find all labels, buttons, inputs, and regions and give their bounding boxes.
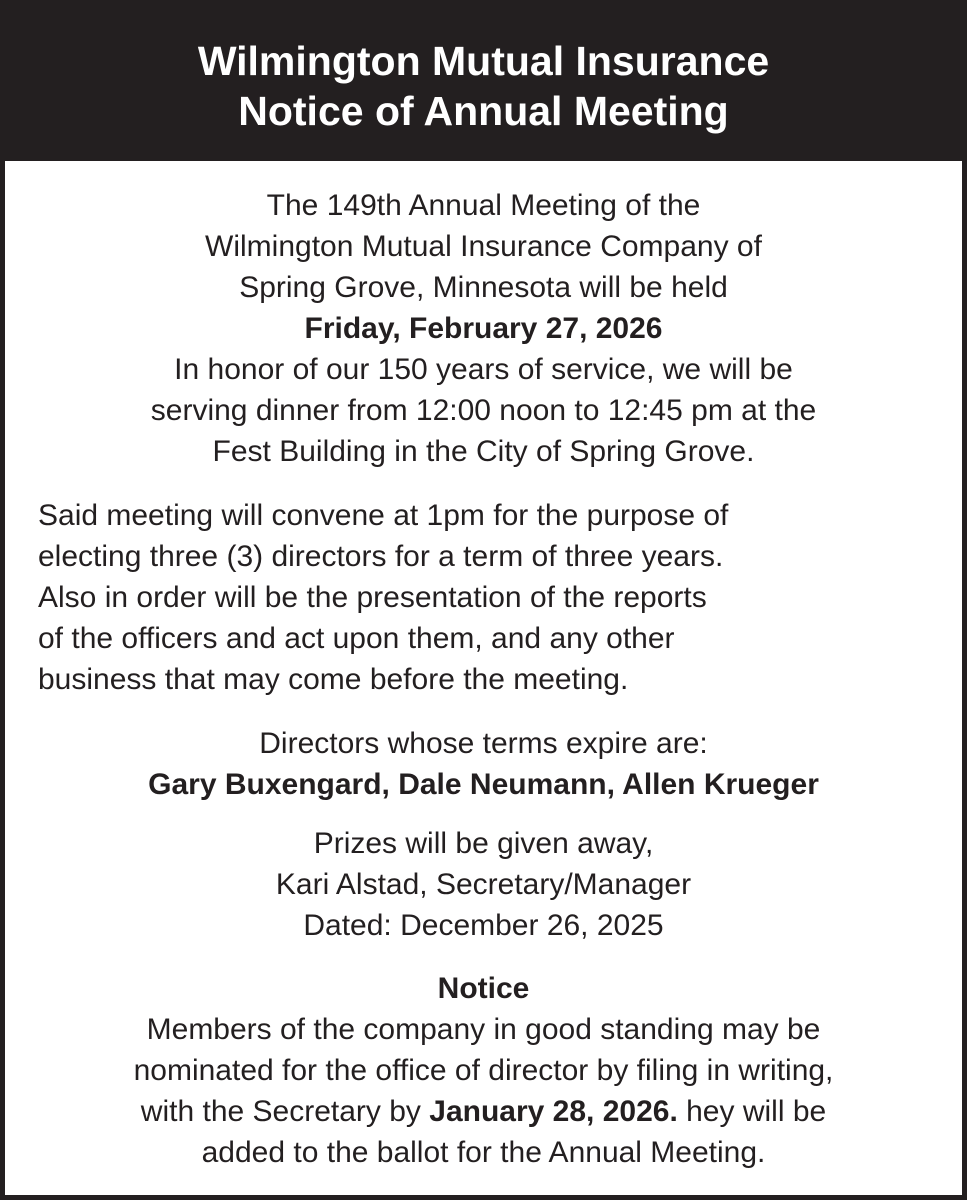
nomination-deadline: January 28, 2026. xyxy=(429,1095,678,1128)
director-names: Gary Buxengard, Dale Neumann, Allen Krueger xyxy=(148,768,819,801)
intro-section xyxy=(5,185,962,472)
closing-section xyxy=(5,823,962,946)
nomination-line-4: added to the ballot for the Annual Meeting. xyxy=(201,1136,766,1169)
dated-line: Dated: December 26, 2025 xyxy=(303,909,664,942)
purpose-line-5: business that may come before the meeting. xyxy=(38,663,629,696)
purpose-section xyxy=(5,495,962,700)
nomination-line-1: Members of the company in good standing may be xyxy=(146,1013,821,1046)
intro-line-5: In honor of our 150 years of service, we will be xyxy=(174,353,793,386)
directors-section xyxy=(5,723,962,805)
meeting-date: Friday, February 27, 2026 xyxy=(304,312,663,345)
notice-title: Notice of Annual Meeting xyxy=(238,88,729,134)
nomination-line-3-end: hey will be xyxy=(677,1095,827,1128)
purpose-line-2: electing three (3) directors for a term of three years. xyxy=(38,540,724,573)
intro-line-1: The 149th Annual Meeting of the xyxy=(266,189,701,222)
company-name: Wilmington Mutual Insurance xyxy=(197,38,770,84)
directors-heading: Directors whose terms expire are: xyxy=(259,727,708,760)
intro-line-7: Fest Building in the City of Spring Grove. xyxy=(212,435,755,468)
nomination-line-2: nominated for the office of director by filing in writing, xyxy=(133,1054,834,1087)
nomination-section xyxy=(5,968,962,1173)
intro-line-3: Spring Grove, Minnesota will be held xyxy=(239,271,728,304)
purpose-line-1: Said meeting will convene at 1pm for the purpose of xyxy=(38,499,729,532)
nomination-line-3-start: with the Secretary by xyxy=(140,1095,430,1128)
intro-line-6: serving dinner from 12:00 noon to 12:45 pm at the xyxy=(150,394,817,427)
nomination-title: Notice xyxy=(437,972,530,1005)
prizes-line: Prizes will be given away, xyxy=(313,827,654,860)
nomination-line-3 xyxy=(5,1091,962,1132)
purpose-line-4: of the officers and act upon them, and any other xyxy=(38,622,675,655)
notice-header xyxy=(5,5,962,161)
purpose-line-3: Also in order will be the presentation of the reports xyxy=(38,581,707,614)
signature-line: Kari Alstad, Secretary/Manager xyxy=(275,868,692,901)
intro-line-2: Wilmington Mutual Insurance Company of xyxy=(205,230,762,263)
